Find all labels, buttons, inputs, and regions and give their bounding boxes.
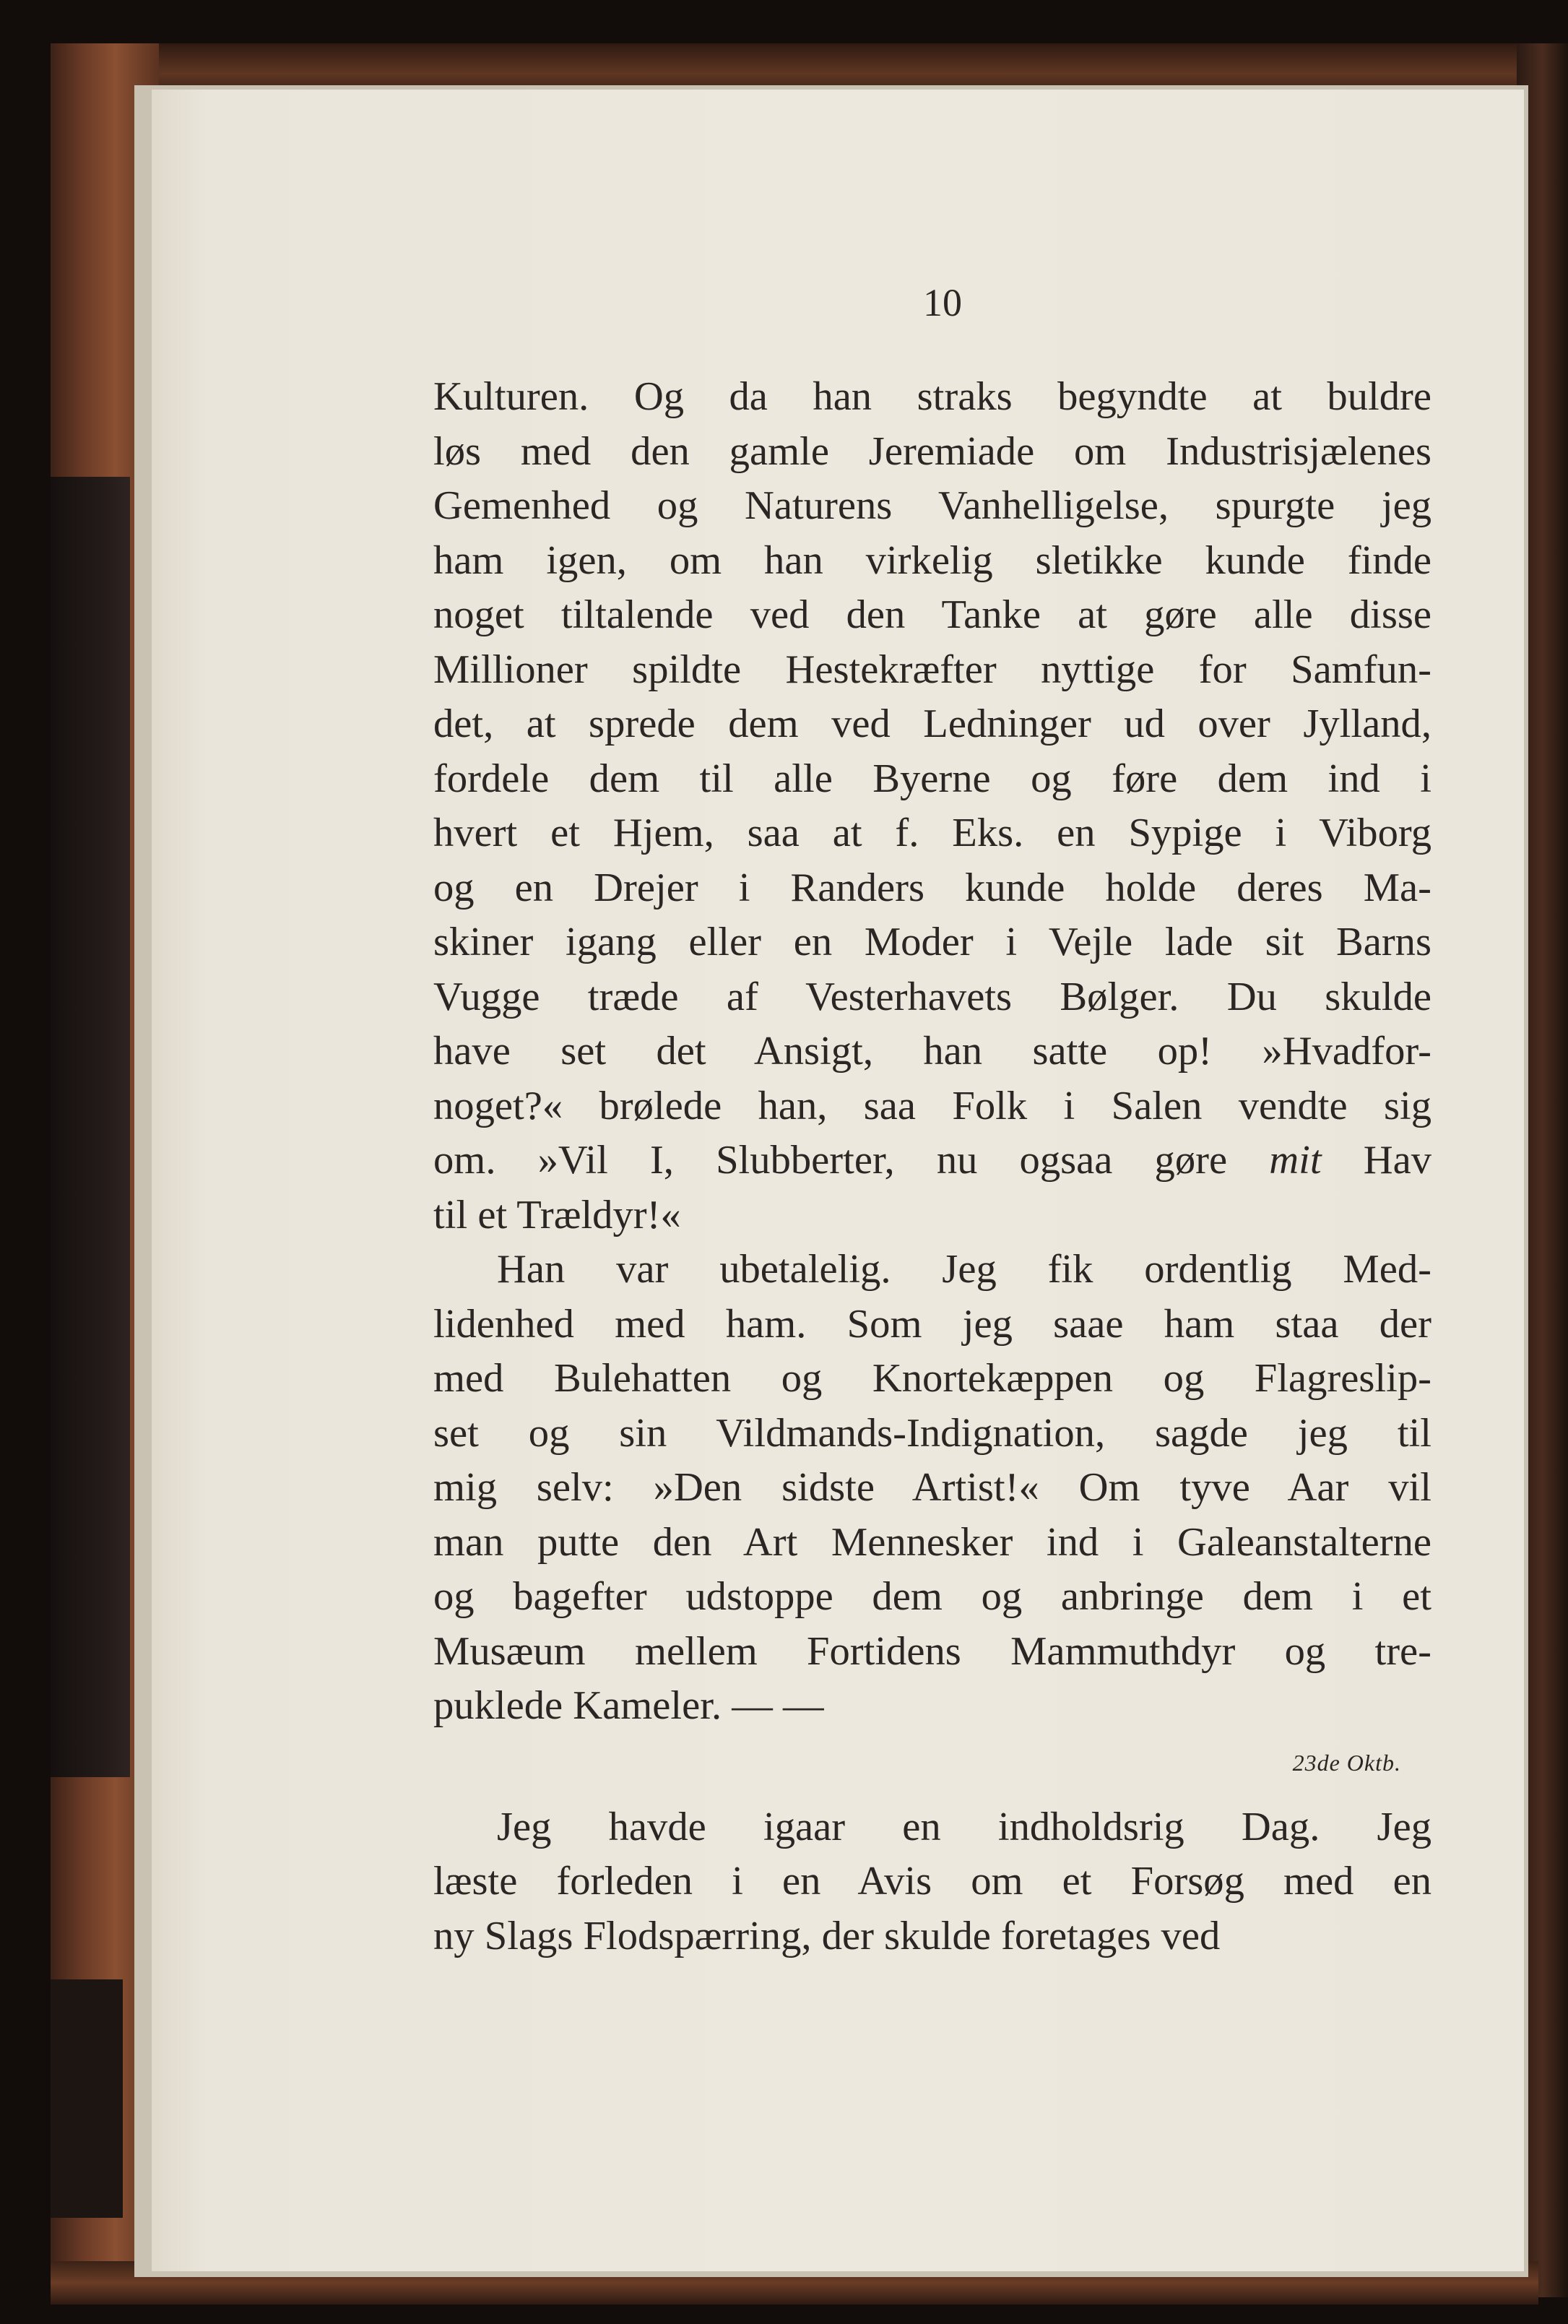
text-segment: Jeg havde igaar en indholdsrig Dag. Jeg xyxy=(497,1804,1431,1849)
paragraph-1 xyxy=(433,370,1431,1243)
text-line xyxy=(433,1024,1431,1079)
text-line xyxy=(433,588,1431,643)
text-segment: Millioner spildte Hestekræfter nyttige for Samfun- xyxy=(433,647,1431,692)
text-segment: Gemenhed og Naturens Vanhelligelse, spurgte jeg xyxy=(433,483,1431,528)
text-line xyxy=(433,1516,1431,1571)
page-text-block xyxy=(433,370,1431,1964)
text-line xyxy=(433,915,1431,970)
text-segment: læste forleden i en Avis om et Forsøg med en xyxy=(433,1859,1431,1904)
spacer xyxy=(433,1792,1431,1800)
text-line xyxy=(433,425,1431,480)
text-line xyxy=(433,1079,1431,1134)
text-line xyxy=(433,1800,1431,1855)
text-line xyxy=(433,1352,1431,1407)
text-line xyxy=(433,370,1431,425)
text-segment: set og sin Vildmands-Indignation, sagde jeg til xyxy=(433,1410,1431,1456)
text-line xyxy=(433,1133,1431,1188)
text-segment: skiner igang eller en Moder i Vejle lade sit Barns xyxy=(433,920,1431,964)
text-line xyxy=(433,697,1431,752)
text-line xyxy=(433,1679,1431,1734)
paragraph-2 xyxy=(433,1243,1431,1734)
text-line xyxy=(433,1297,1431,1352)
text-line xyxy=(433,1461,1431,1516)
text-segment: om. »Vil I, Slubberter, nu ogsaa gøre xyxy=(433,1138,1270,1183)
text-line xyxy=(433,1854,1431,1909)
text-segment: Vugge træde af Vesterhavets Bølger. Du skulde xyxy=(433,974,1431,1019)
paragraph-3 xyxy=(433,1800,1431,1964)
text-segment: Han var ubetalelig. Jeg fik ordentlig Med- xyxy=(497,1247,1431,1292)
text-segment: Hav xyxy=(1321,1138,1431,1183)
text-line xyxy=(433,861,1431,916)
text-line xyxy=(433,752,1431,807)
text-line xyxy=(433,479,1431,534)
text-segment: hvert et Hjem, saa at f. Eks. en Sypige i Viborg xyxy=(433,811,1431,855)
emphasized-word: mit xyxy=(1269,1138,1322,1183)
date-heading: 23de Oktb. xyxy=(1292,1749,1401,1776)
text-segment: til et Trældyr!« xyxy=(433,1192,681,1237)
book-cover-left-dark-panel-lower xyxy=(51,1979,123,2218)
text-line xyxy=(433,970,1431,1025)
text-segment: det, at sprede dem ved Ledninger ud over Jylland, xyxy=(433,701,1431,746)
text-line xyxy=(433,1243,1431,1297)
text-segment: ny Slags Flodspærring, der skulde foretages ved xyxy=(433,1913,1221,1958)
text-segment: og bagefter udstoppe dem og anbringe dem i et xyxy=(433,1574,1431,1619)
text-segment: fordele dem til alle Byerne og føre dem ind i xyxy=(433,756,1431,801)
text-line xyxy=(433,1570,1431,1625)
text-segment: Musæum mellem Fortidens Mammuthdyr og tre- xyxy=(433,1628,1431,1674)
text-segment: ham igen, om han virkelig sletikke kunde finde xyxy=(433,537,1431,583)
text-segment: noget?« brølede han, saa Folk i Salen vendte sig xyxy=(433,1083,1431,1128)
text-segment: og en Drejer i Randers kunde holde deres Ma- xyxy=(433,865,1431,910)
text-line xyxy=(433,806,1431,861)
text-segment: have set det Ansigt, han satte op! »Hvadfor- xyxy=(433,1029,1431,1074)
text-segment: med Bulehatten og Knortekæppen og Flagreslip- xyxy=(433,1356,1431,1401)
text-segment: lidenhed med ham. Som jeg saae ham staa der xyxy=(433,1301,1431,1347)
text-line xyxy=(433,1909,1431,1964)
text-segment: puklede Kameler. — — xyxy=(433,1683,824,1728)
text-line xyxy=(433,1625,1431,1680)
text-line xyxy=(433,1188,1431,1243)
page-number: 10 xyxy=(923,281,962,324)
text-line xyxy=(433,643,1431,698)
text-segment: løs med den gamle Jeremiade om Industrisjælenes xyxy=(433,428,1431,474)
text-segment: man putte den Art Mennesker ind i Galeanstalterne xyxy=(433,1519,1431,1565)
text-line xyxy=(433,1407,1431,1461)
text-line xyxy=(433,534,1431,589)
text-segment: mig selv: »Den sidste Artist!« Om tyve Aar vil xyxy=(433,1465,1431,1510)
text-segment: Kulturen. Og da han straks begyndte at buldre xyxy=(433,374,1431,419)
book-cover-left-dark-panel xyxy=(51,477,130,1777)
text-segment: noget tiltalende ved den Tanke at gøre alle disse xyxy=(433,592,1431,637)
